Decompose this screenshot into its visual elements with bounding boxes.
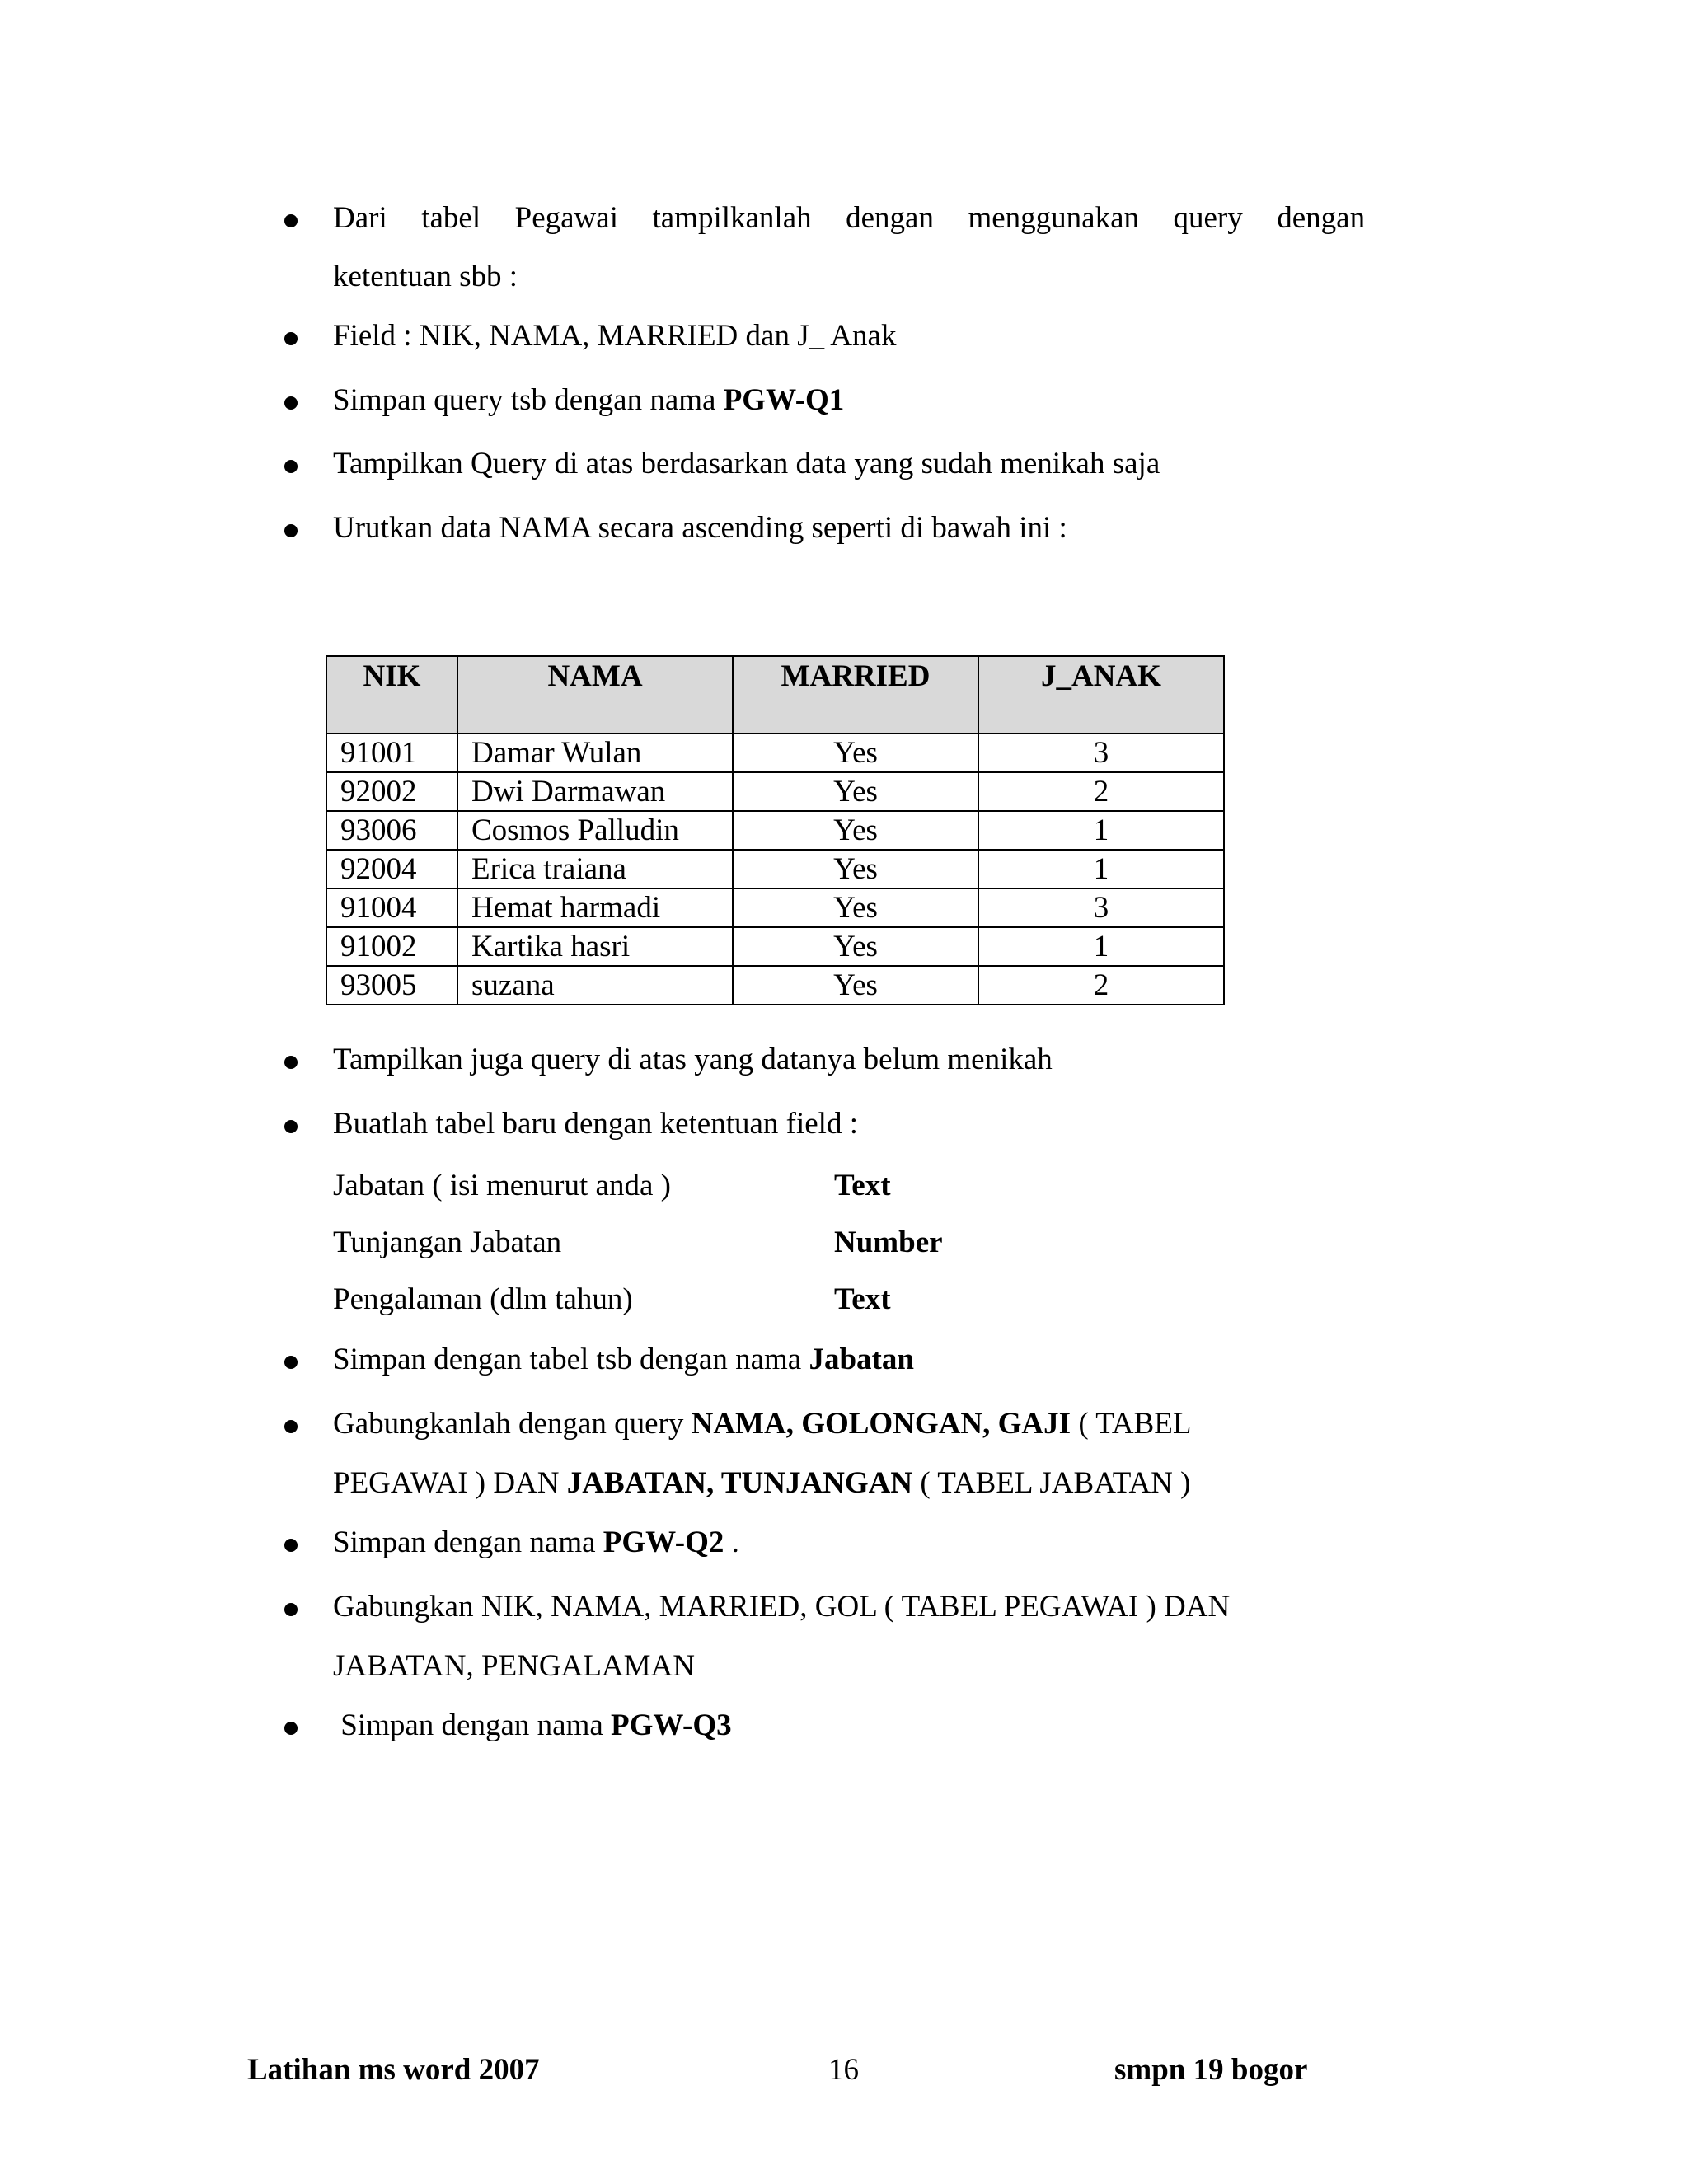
table-cell: 93005 <box>326 966 457 1005</box>
bullet-icon <box>284 1356 298 1369</box>
table-cell: Yes <box>733 966 978 1005</box>
table-row <box>326 966 1224 1005</box>
word: dengan <box>1277 201 1366 235</box>
word: tabel <box>421 201 481 235</box>
table-cell: suzana <box>457 966 733 1005</box>
word: menggunakan <box>968 201 1140 235</box>
table-cell: Yes <box>733 811 978 850</box>
page-number: 16 <box>828 2053 859 2087</box>
instruction-text: Simpan dengan nama <box>333 1526 603 1559</box>
instruction-1-line-1 <box>333 200 1365 237</box>
table-cell: 1 <box>978 811 1224 850</box>
table-cell: 2 <box>978 966 1224 1005</box>
table-cell: Damar Wulan <box>457 733 733 772</box>
table-row <box>326 888 1224 927</box>
field-type: Text <box>834 1282 891 1316</box>
bullet-icon <box>284 460 298 473</box>
bullet-icon <box>284 1603 298 1616</box>
table-cell: 92004 <box>326 850 457 888</box>
bullet-icon <box>284 1056 298 1069</box>
instruction-10 <box>333 1525 739 1561</box>
instruction-11-line-2: JABATAN, PENGALAMAN <box>333 1649 695 1683</box>
instruction-text: Simpan dengan nama <box>333 1708 612 1742</box>
table-cell: 91002 <box>326 927 457 966</box>
table-row <box>326 927 1224 966</box>
query-name: PGW-Q1 <box>723 383 845 417</box>
instruction-1-line-2: ketentuan sbb : <box>333 260 518 293</box>
table-name: Jabatan <box>809 1343 914 1376</box>
field-name: Pengalaman (dlm tahun) <box>333 1282 633 1316</box>
column-header: NAMA <box>457 656 733 733</box>
instruction-4: Tampilkan Query di atas berdasarkan data yang sudah menikah saja <box>333 447 1160 480</box>
instruction-text: ( TABEL <box>1071 1407 1192 1441</box>
table-cell: Erica traiana <box>457 850 733 888</box>
table-cell: Yes <box>733 888 978 927</box>
instruction-6: Tampilkan juga query di atas yang datanya belum menikah <box>333 1043 1053 1076</box>
pegawai-query-table <box>326 655 1225 1005</box>
field-type: Text <box>834 1169 891 1202</box>
instruction-5: Urutkan data NAMA secara ascending seperti di bawah ini : <box>333 511 1067 545</box>
table-row <box>326 733 1224 772</box>
table-cell: 3 <box>978 733 1224 772</box>
instruction-7: Buatlah tabel baru dengan ketentuan field : <box>333 1107 858 1141</box>
table-cell: 91001 <box>326 733 457 772</box>
field-name: Tunjangan Jabatan <box>333 1226 562 1259</box>
table-cell: 3 <box>978 888 1224 927</box>
footer-right: smpn 19 bogor <box>1114 2053 1308 2087</box>
table-cell: Hemat harmadi <box>457 888 733 927</box>
instruction-12 <box>333 1708 732 1744</box>
bullet-icon <box>284 1420 298 1433</box>
bullet-icon <box>284 1539 298 1552</box>
query-name: PGW-Q3 <box>611 1708 732 1742</box>
instruction-text: PEGAWAI ) DAN <box>333 1466 567 1500</box>
word: query <box>1173 201 1243 235</box>
column-header: J_ANAK <box>978 656 1224 733</box>
bullet-icon <box>284 396 298 410</box>
bullet-icon <box>284 1722 298 1735</box>
instruction-text: Simpan dengan tabel tsb dengan nama <box>333 1343 809 1376</box>
table-cell: Cosmos Palludin <box>457 811 733 850</box>
table-cell: 1 <box>978 927 1224 966</box>
field-list: JABATAN, TUNJANGAN <box>566 1466 913 1500</box>
table-cell: Kartika hasri <box>457 927 733 966</box>
bullet-icon <box>284 214 298 227</box>
instruction-text: . <box>724 1526 739 1559</box>
table-cell: 93006 <box>326 811 457 850</box>
instruction-11-line-1: Gabungkan NIK, NAMA, MARRIED, GOL ( TABEL PEGAWAI ) DAN <box>333 1590 1231 1624</box>
instruction-9-line-2 <box>333 1465 1190 1502</box>
instruction-text: ( TABEL JABATAN ) <box>912 1466 1191 1500</box>
table-row <box>326 772 1224 811</box>
table-cell: 1 <box>978 850 1224 888</box>
table-cell: 92002 <box>326 772 457 811</box>
column-header: NIK <box>326 656 457 733</box>
word: Pegawai <box>514 201 618 235</box>
instruction-text: Simpan query tsb dengan nama <box>333 383 724 417</box>
table-cell: 91004 <box>326 888 457 927</box>
instruction-9-line-1 <box>333 1406 1191 1442</box>
instruction-2: Field : NIK, NAMA, MARRIED dan J_ Anak <box>333 319 897 353</box>
field-name: Jabatan ( isi menurut anda ) <box>333 1169 671 1202</box>
table-row <box>326 850 1224 888</box>
table-row <box>326 811 1224 850</box>
table-header-row <box>326 656 1224 733</box>
instruction-3 <box>333 382 844 419</box>
table-cell: Dwi Darmawan <box>457 772 733 811</box>
word: Dari <box>333 201 387 235</box>
word: dengan <box>846 201 934 235</box>
bullet-icon <box>284 332 298 345</box>
instruction-text: Gabungkanlah dengan query <box>333 1407 692 1441</box>
field-type: Number <box>834 1226 943 1259</box>
column-header: MARRIED <box>733 656 978 733</box>
field-list: NAMA, GOLONGAN, GAJI <box>691 1407 1071 1441</box>
bullet-icon <box>284 1120 298 1133</box>
instruction-8 <box>333 1342 914 1378</box>
table-cell: 2 <box>978 772 1224 811</box>
query-name: PGW-Q2 <box>603 1526 724 1559</box>
table-cell: Yes <box>733 927 978 966</box>
bullet-icon <box>284 524 298 537</box>
table-cell: Yes <box>733 772 978 811</box>
table-cell: Yes <box>733 850 978 888</box>
word: tampilkanlah <box>652 201 812 235</box>
footer-left: Latihan ms word 2007 <box>247 2053 540 2087</box>
table-cell: Yes <box>733 733 978 772</box>
